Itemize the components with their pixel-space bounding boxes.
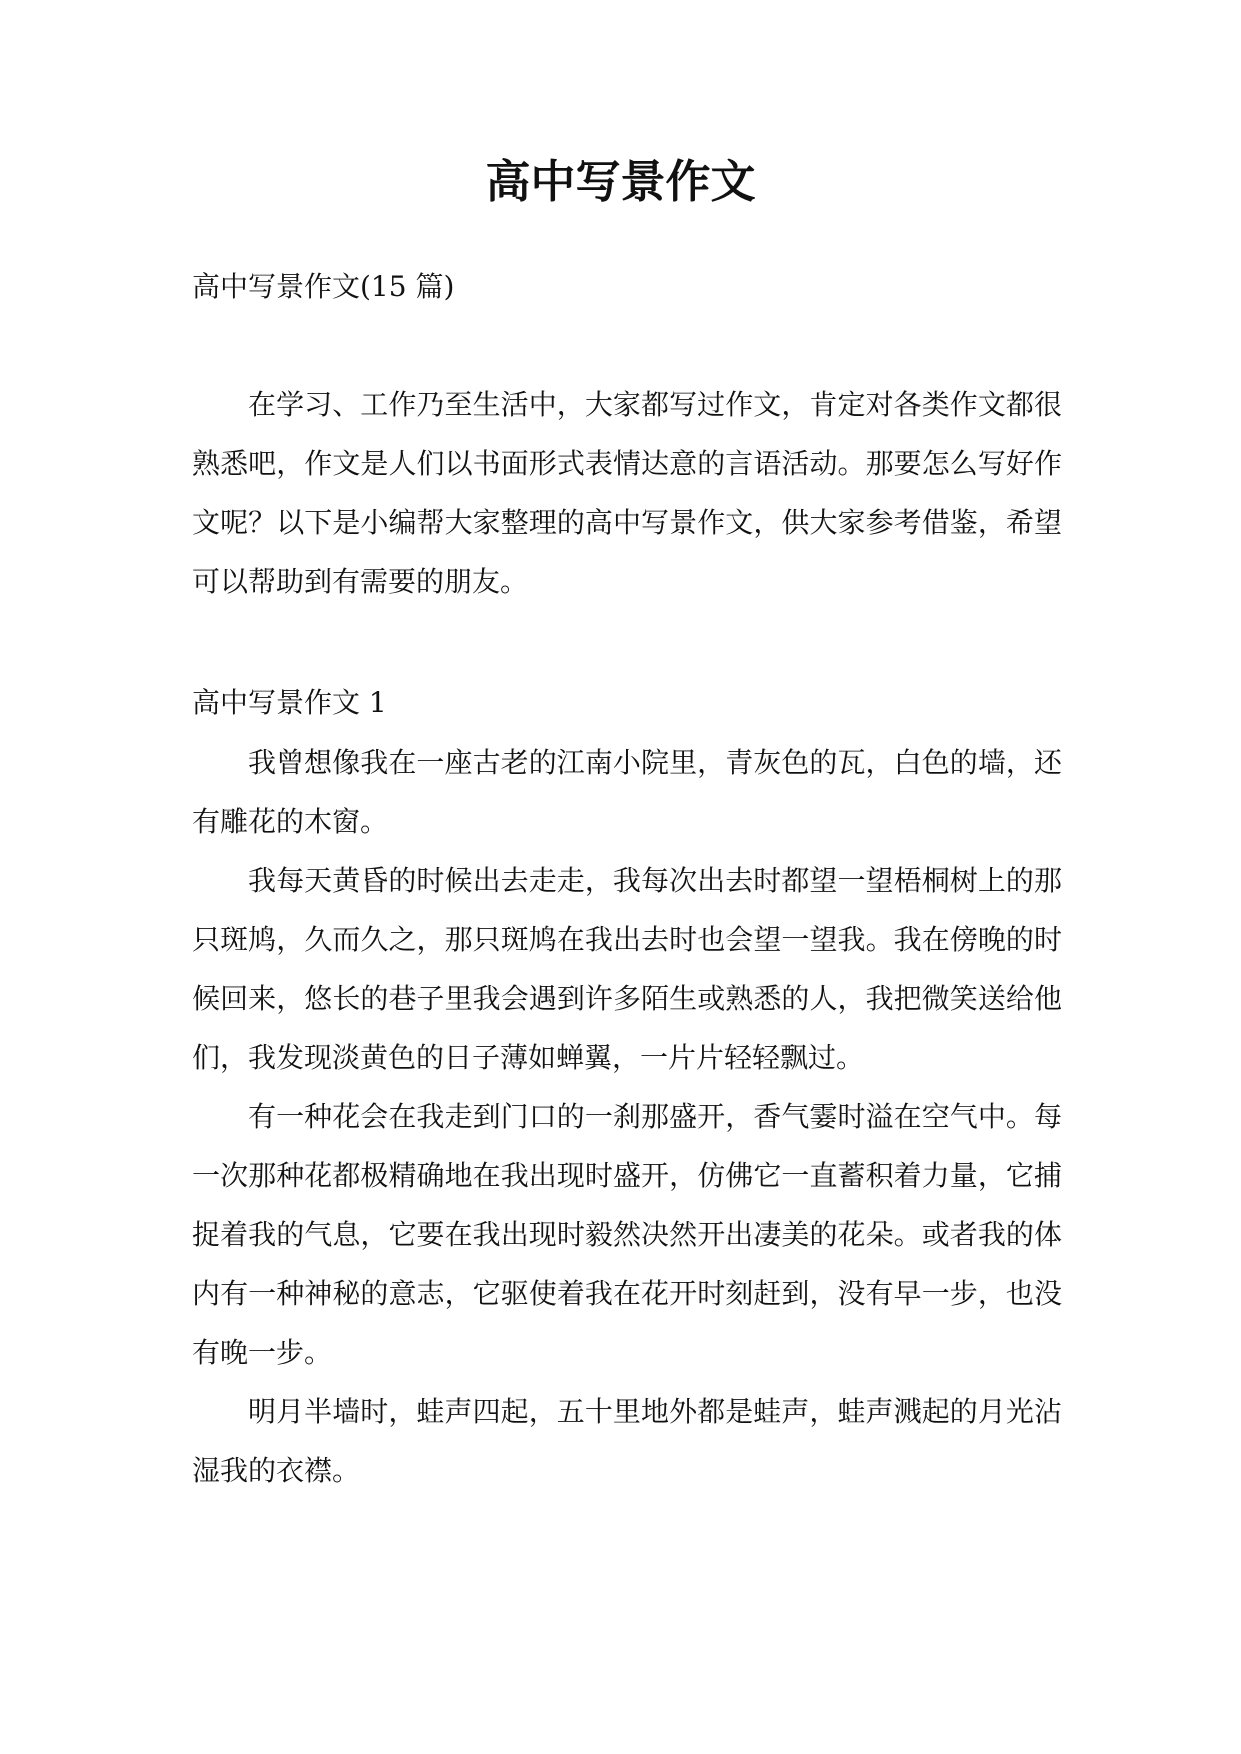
body-paragraph-4: 明月半墙时，蛙声四起，五十里地外都是蛙声，蛙声溅起的月光沾湿我的衣襟。 <box>192 1395 1062 1487</box>
document-title: 高中写景作文 <box>485 155 756 208</box>
intro-paragraph: 在学习、工作乃至生活中，大家都写过作文，肯定对各类作文都很熟悉吧，作文是人们以书面形式表情达意的言语活动。那要怎么写好作文呢？以下是小编帮大家整理的高中写景作文，供大家参考借鉴，希望可以帮助到有需要的朋友。 <box>192 388 1062 598</box>
document-subtitle: 高中写景作文(15 篇) <box>192 270 455 303</box>
document-body <box>192 257 1062 1500</box>
body-paragraph-2: 我每天黄昏的时候出去走走，我每次出去时都望一望梧桐树上的那只斑鸠，久而久之，那只斑鸠在我出去时也会望一望我。我在傍晚的时候回来，悠长的巷子里我会遇到许多陌生或熟悉的人，我把微笑送给他们，我发现淡黄色的日子薄如蝉翼，一片片轻轻飘过。 <box>192 864 1062 1074</box>
body-paragraph-1: 我曾想像我在一座古老的江南小院里，青灰色的瓦，白色的墙，还有雕花的木窗。 <box>192 746 1062 838</box>
section-heading: 高中写景作文 1 <box>192 686 387 719</box>
body-paragraph-3: 有一种花会在我走到门口的一刹那盛开，香气霎时溢在空气中。每一次那种花都极精确地在我出现时盛开，仿佛它一直蓄积着力量，它捕捉着我的气息，它要在我出现时毅然决然开出凄美的花朵。或者我的体内有一种神秘的意志，它驱使着我在花开时刻赶到，没有早一步，也没有晚一步。 <box>192 1100 1062 1369</box>
